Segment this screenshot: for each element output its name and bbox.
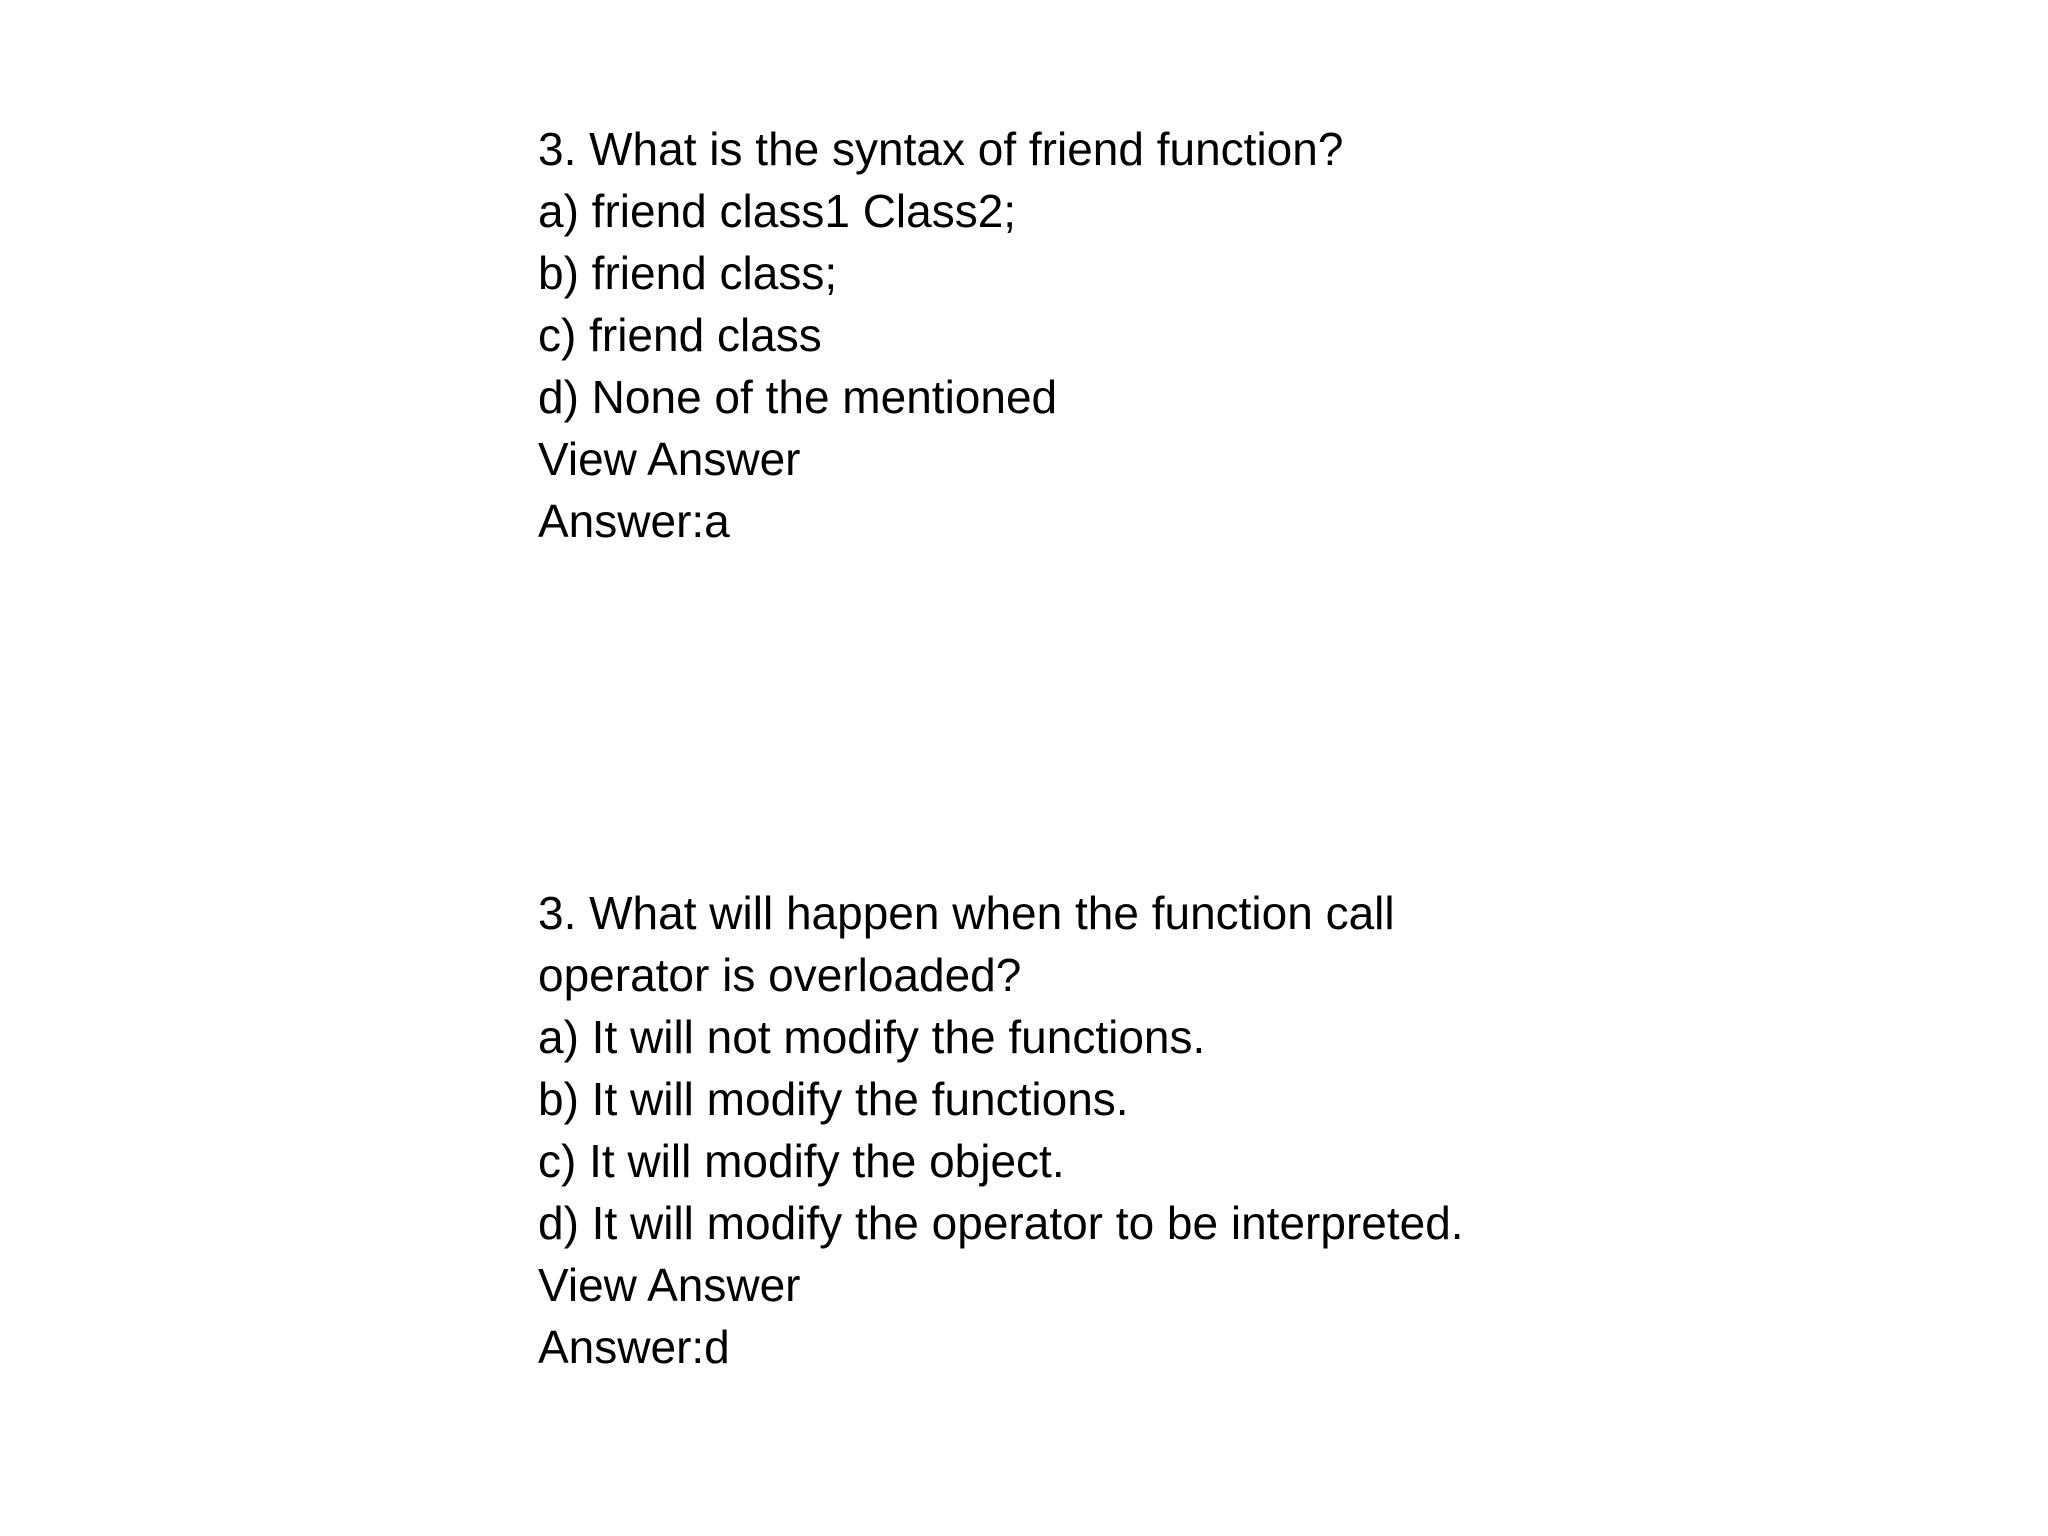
answer-text: Answer:a — [538, 495, 730, 547]
option-c: c) friend class — [538, 309, 822, 361]
option-d: d) None of the mentioned — [538, 371, 1058, 423]
view-answer-link[interactable]: View Answer — [538, 1259, 801, 1311]
view-answer-link[interactable]: View Answer — [538, 433, 801, 485]
question-block-1 — [538, 118, 1638, 552]
option-b: b) It will modify the functions. — [538, 1073, 1129, 1125]
option-d: d) It will modify the operator to be interpreted. — [538, 1197, 1464, 1249]
option-b: b) friend class; — [538, 247, 838, 299]
option-a: a) It will not modify the functions. — [538, 1011, 1206, 1063]
option-a: a) friend class1 Class2; — [538, 185, 1017, 237]
answer-text: Answer:d — [538, 1321, 730, 1373]
question-text: 3. What will happen when the function call operator is overloaded? — [538, 887, 1395, 1001]
option-c: c) It will modify the object. — [538, 1135, 1065, 1187]
question-block-2 — [538, 882, 1638, 1378]
question-text: 3. What is the syntax of friend function? — [538, 123, 1344, 175]
